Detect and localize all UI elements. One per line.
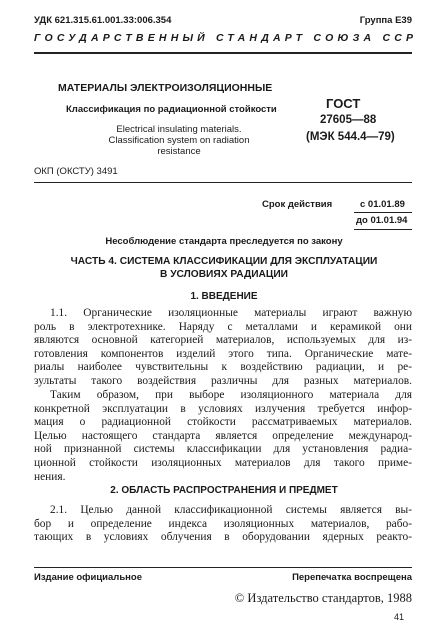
title-block-rule <box>34 182 412 183</box>
paragraph-2-1: 2.1. Целью данной классификационной системы является вы- бор и определение индекса изоляционных материалов, рабо- тающих в условиях облучения в оборудовании ядерных реакто- <box>34 504 412 544</box>
copyright: © Издательство стандартов, 1988 <box>234 591 412 605</box>
paragraph-1-2: Таким образом, при выборе изоляционного материала для конкретной эксплуатации в условиях излучения требуется инфор- мация о радиационной стойкости рассматриваемых материалов. Целью настоящего стандарта является определение международ- ной признанной системы классификации для установления радиа- ционной стойкости изоляционных материалов для такого приме- нения. <box>34 389 412 483</box>
validity-label: Срок действия <box>262 199 333 210</box>
footer-rule <box>34 567 412 568</box>
document-subtitle: Классификация по радиационной стойкости <box>66 104 277 115</box>
law-notice: Несоблюдение стандарта преследуется по закону <box>105 236 343 247</box>
gost-label: ГОСТ <box>326 96 361 111</box>
part-title: ЧАСТЬ 4. СИСТЕМА КЛАССИФИКАЦИИ ДЛЯ ЭКСПЛУАТАЦИИ В УСЛОВИЯХ РАДИАЦИИ <box>70 256 378 280</box>
english-title: Electrical insulating materials. Classification system on radiation resistance <box>108 124 250 157</box>
intro-heading: 1. ВВЕДЕНИЕ <box>190 291 258 302</box>
header-rule <box>34 52 412 54</box>
page-number: 41 <box>393 612 404 622</box>
validity-rule <box>354 212 412 213</box>
reprint-notice: Перепечатка воспрещена <box>292 572 412 583</box>
validity-from: с 01.01.89 <box>360 199 405 210</box>
scope-heading: 2. ОБЛАСТЬ РАСПРОСТРАНЕНИЯ И ПРЕДМЕТ <box>110 485 338 496</box>
udk-code: УДК 621.315.61.001.33:006.354 <box>34 15 172 26</box>
mek-number: (МЭК 544.4—79) <box>306 131 395 143</box>
document-title: МАТЕРИАЛЫ ЭЛЕКТРОИЗОЛЯЦИОННЫЕ <box>58 82 273 94</box>
official-edition: Издание официальное <box>34 572 142 583</box>
okp-code: ОКП (ОКСТУ) 3491 <box>34 166 118 177</box>
validity-rule-2 <box>354 229 412 230</box>
group-code: Группа Е39 <box>359 15 412 26</box>
gosstandart-banner: ГОСУДАРСТВЕННЫЙ СТАНДАРТ СОЮЗА ССР <box>34 32 418 44</box>
validity-to: до 01.01.94 <box>356 215 408 226</box>
gost-number: 27605—88 <box>320 114 377 126</box>
paragraph-1-1: 1.1. Органические изоляционные материалы играют важную роль в электротехнике. Наряду с металлами и керамикой они являются основной категорией материалов, используемых для из- готовления компонентов изделий этого типа. Органические мате- риалы наиболее чувствительны к воздействию радиации, и ре- зультаты такого воздействия различны для разных материалов. <box>34 307 412 387</box>
